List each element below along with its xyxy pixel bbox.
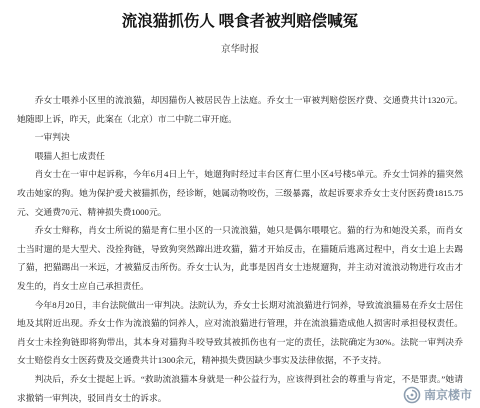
section-subheading: 喂猫人担七成责任 <box>34 150 105 161</box>
article-paragraph: 判决后，乔女士提起上诉。“救助流浪猫本身就是一种公益行为，应该得到社会的尊重与肯定，不是罪责。”她请求撤销一审判决，驳回肖女士的诉求。 <box>17 373 463 403</box>
article-source: 京华时报 <box>220 45 259 55</box>
section-heading: 一审判决 <box>34 132 70 143</box>
article-body <box>17 91 463 407</box>
article-title: 流浪猫抓伤人 喂食者被判赔偿喊冤 <box>121 13 359 30</box>
article-paragraph: 今年8月20日，丰台法院做出一审判决。法院认为，乔女士长期对流浪猫进行饲养，导致流浪猫易在乔女士居住地及其附近出现。乔女士作为流浪猫的饲养人，应对流浪猫进行管理，并在流浪猫造成他人损害时承担侵权责任。肖女士未拴狗链即将狗带出，其本身对猫狗斗咬导致其被抓伤也有一定的责任，法院确定为30%。法院一审判决乔女士赔偿肖女士医药费及交通费共计1300余元，精神损失费因缺少事实及法律依据，不予支持。 <box>17 299 463 366</box>
article-paragraph: 乔女士喂养小区里的流浪猫，却因猫伤人被居民告上法庭。乔女士一审被判赔偿医疗费、交通费共计1320元。她随即上诉，昨天，此案在（北京）市二中院二审开庭。 <box>17 95 463 124</box>
watermark-text: 南京楼市 <box>423 388 472 402</box>
article-paragraph: 肖女士在一审中起诉称，今年6月4日上午，她遛狗时经过丰台区育仁里小区4号楼5单元。乔女士饲养的猫突然攻击她家的狗。她为保护爱犬被猫抓伤，经诊断，她属动物咬伤，三级暴露，故起诉要求乔女士支付医药费1815.75元、交通费70元、精神损失费1000元。 <box>17 169 463 217</box>
article-paragraph: 乔女士辩称，肖女士所说的猫是育仁里小区的一只流浪猫，她只是偶尔喂喂它。猫的行为和她没关系，而肖女士当时遛的是大型犬、没拴狗链，导致狗突然蹿出进攻猫，猫才开始反击，在猫随后逃离过程中，肖女士追上去踢了猫，把猫踢出一米远，才被猫反击所伤。乔女士认为，此事是因肖女士违规遛狗，并主动对流浪动物进行攻击才发生的，肖女士应自己承担责任。 <box>17 225 463 291</box>
